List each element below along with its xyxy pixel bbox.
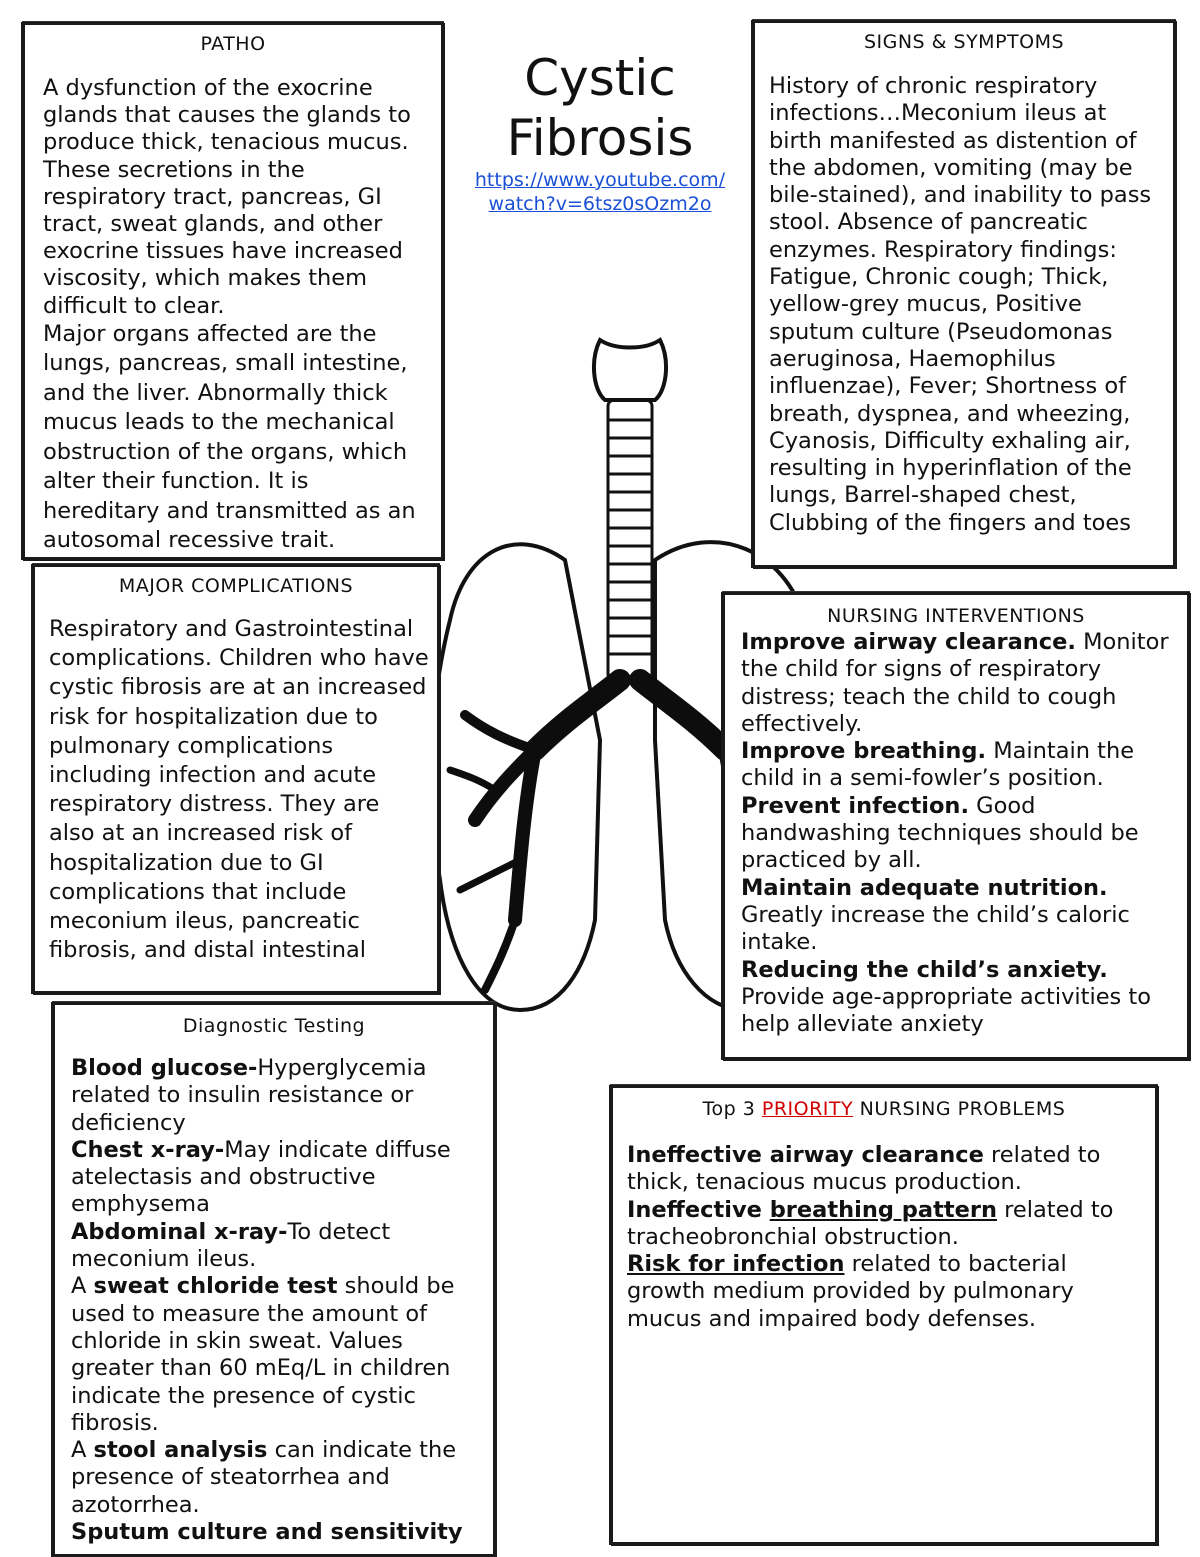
priority-problem-1 (627, 1142, 1147, 1197)
diagnostic-item (71, 1219, 487, 1274)
patho-heading: PATHO (200, 33, 266, 55)
diagnostic-item-title: Sputum culture and sensitivity (71, 1519, 463, 1546)
diagnostic-item-text: May indicate diffuse atelectasis and obstructive emphysema (71, 1136, 451, 1218)
intervention-item-title: Prevent infection. (741, 792, 969, 819)
signs-box (752, 20, 1176, 568)
priority-problem-text: related to thick, tenacious mucus production. (627, 1142, 1101, 1196)
diagnostic-item-prefix: A (71, 1437, 94, 1464)
interventions-box (722, 592, 1190, 1060)
intervention-item-text: Provide age-appropriate activities to help alleviate anxiety (741, 983, 1152, 1038)
diagnostic-item (71, 1437, 487, 1519)
intervention-item-title: Maintain adequate nutrition. (741, 874, 1108, 901)
patho-paragraph-1: A dysfunction of the exocrine glands that causes the glands to produce thick, tenacious mucus. These secretions in the respiratory tract, pancreas, GI tract, sweat glands, and other exocrine tissues have increased viscosity, which makes them difficult to clear. (43, 75, 411, 319)
priority-heading-highlight: PRIORITY (761, 1098, 854, 1120)
intervention-item (741, 875, 1173, 957)
youtube-link-line1[interactable]: https://www.youtube.com/ (474, 169, 726, 191)
complications-heading: MAJOR COMPLICATIONS (118, 575, 354, 597)
diagnostic-item-title: sweat chloride test (93, 1273, 338, 1300)
youtube-link-line2[interactable]: watch?v=6tsz0sOzm2o (488, 193, 712, 215)
priority-problem-title-underlined: breathing pattern (769, 1196, 997, 1223)
priority-problem-text: related to tracheobronchial obstruction. (627, 1196, 1114, 1250)
diagnostic-item-text: should be used to measure the amount of chloride in skin sweat. Values greater than 60 mEq/L in children indicate the presence of cystic fibrosis. (71, 1273, 455, 1436)
diagnostics-heading: Diagnostic Testing (182, 1015, 366, 1037)
complications-text: Respiratory and Gastrointestinal complications. Children who have cystic fibrosis are at an increased risk for hospitalization due to pulmonary complications including infection and acute respiratory distress. They are also at an increased risk of hospitalization due to GI complications that include meconium ileus, pancreatic fibrosis, and distal intestinal (49, 616, 429, 964)
diagnostic-item (71, 1055, 487, 1137)
patho-paragraph-2: Major organs affected are the lungs, pancreas, small intestine, and the liver. Abnormally thick mucus leads to the mechanical obstruction of the organs, which alter their function. It is hereditary and transmitted as an autosomal recessive trait. (43, 320, 416, 554)
complications-box (32, 564, 440, 994)
intervention-item-title: Improve airway clearance. (741, 629, 1076, 655)
intervention-item-title: Reducing the child’s anxiety. (741, 956, 1108, 983)
diagnostic-item-title: Chest x-ray- (71, 1136, 225, 1163)
priority-problem-text: related to bacterial growth medium provided by pulmonary mucus and impaired body defenses. (627, 1251, 1074, 1332)
diagnostic-item-text: can indicate the presence of steatorrhea and azotorrhea. (71, 1437, 457, 1518)
intervention-item (741, 957, 1173, 1039)
priority-heading-suffix: NURSING PROBLEMS (853, 1098, 1066, 1120)
signs-text: History of chronic respiratory infections…Meconium ileus at birth manifested as distention of the abdomen, vomiting (may be bile-stained), and inability to pass stool. Absence of pancreatic enzymes. Respiratory findings: Fatigue, Chronic cough; Thick, yellow-grey mucus, Positive sputum culture (Pseudomonas aeruginosa, Haemophilus influenzae), Fever; Shortness of breath, dyspnea, and wheezing, Cyanosis, Difficulty exhaling air, resulting in hyperinflation of the lungs, Barrel-shaped chest, Clubbing of the fingers and toes (769, 73, 1152, 536)
page-title-line2: Fibrosis (506, 109, 694, 167)
diagnostic-item (71, 1137, 487, 1219)
priority-heading-prefix: Top 3 (702, 1098, 762, 1120)
intervention-item-title: Improve breathing. (741, 738, 987, 765)
youtube-link[interactable] (455, 168, 745, 216)
intervention-item-text: Monitor the child for signs of respiratory distress; teach the child to cough effectively. (741, 629, 1169, 737)
priority-problem-3 (627, 1251, 1147, 1333)
page-title-line1: Cystic (524, 49, 676, 107)
diagnostic-item-text: To detect meconium ileus. (71, 1218, 391, 1273)
intervention-item (741, 793, 1173, 875)
priority-problem-title-underlined: Risk for infection (627, 1251, 845, 1278)
diagnostic-item-prefix: A (71, 1273, 94, 1300)
priority-problem-title: Ineffective (627, 1196, 770, 1223)
diagnostic-item-title: Abdominal x-ray- (71, 1218, 288, 1245)
title-block (455, 48, 745, 216)
priority-problem-title: Ineffective airway clearance (627, 1142, 984, 1168)
diagnostic-item (71, 1519, 487, 1546)
diagnostic-item-title: stool analysis (93, 1437, 268, 1464)
intervention-item-text: Maintain the child in a semi-fowler’s position. (741, 738, 1135, 792)
priority-heading (613, 1088, 1155, 1120)
diagnostic-item-text: Hyperglycemia related to insulin resistance or deficiency (71, 1055, 427, 1136)
priority-box (610, 1085, 1158, 1545)
signs-heading: SIGNS & SYMPTOMS (863, 31, 1065, 53)
diagnostic-item-title: Blood glucose- (71, 1055, 258, 1081)
diagnostics-box (52, 1002, 496, 1557)
intervention-item (741, 629, 1173, 738)
intervention-item (741, 738, 1173, 793)
priority-problem-2 (627, 1197, 1147, 1252)
intervention-item-text: Greatly increase the child’s caloric intake. (741, 901, 1130, 956)
interventions-heading: NURSING INTERVENTIONS (827, 605, 1085, 627)
intervention-item-text: Good handwashing techniques should be practiced by all. (741, 792, 1139, 874)
diagnostic-item (71, 1273, 487, 1437)
patho-box (22, 22, 444, 560)
